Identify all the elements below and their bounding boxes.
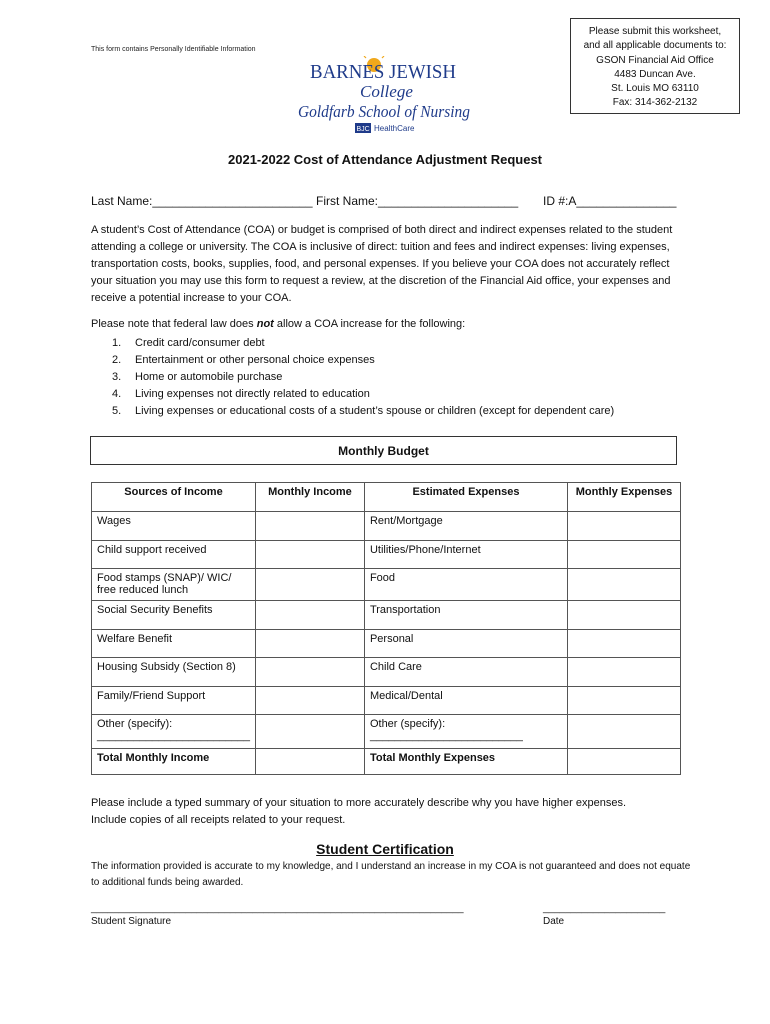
table-row: Social Security Benefits Transportation [92, 601, 681, 630]
total-income-cell[interactable] [255, 749, 364, 775]
expense-amount-cell[interactable] [567, 541, 680, 569]
table-row: Other (specify): _________________________ Other (specify): _________________________ [92, 715, 681, 749]
submission-address-box [570, 18, 740, 114]
svg-text:BJC: BJC [356, 126, 370, 133]
closing-instructions: Please include a typed summary of your situation to more accurately describe why you have higher expenses. Include copies of all receipts related to your request. [91, 797, 627, 826]
table-total-row [92, 749, 681, 775]
expense-amount-cell[interactable] [567, 715, 680, 749]
federal-law-note: Please note that federal law does not allow a COA increase for the following: [91, 318, 466, 330]
table-row: Food stamps (SNAP)/ WIC/ free reduced lunch Food [92, 569, 681, 601]
page-title: 2021-2022 Cost of Attendance Adjustment Request [228, 152, 542, 167]
income-amount-cell[interactable] [255, 658, 364, 687]
certification-text: The information provided is accurate to my knowledge, and I understand an increase in my COA is not guaranteed and does not equate to additional funds being awarded. [91, 861, 691, 888]
table-row: Welfare Benefit Personal [92, 630, 681, 658]
income-amount-cell[interactable] [255, 687, 364, 715]
college-logo [296, 56, 472, 136]
expense-amount-cell[interactable] [567, 601, 680, 630]
submit-line: and all applicable documents to: [583, 40, 727, 52]
date-field[interactable]: ______________________ [543, 903, 666, 914]
column-header: Monthly Income [255, 483, 364, 512]
submit-line: 4483 Duncan Ave. [614, 68, 696, 80]
first-name-field[interactable]: First Name:_____________________ [316, 194, 519, 208]
total-income-label: Total Monthly Income [92, 749, 256, 775]
column-header: Sources of Income [92, 483, 256, 512]
total-expenses-cell[interactable] [567, 749, 680, 775]
student-id-field[interactable]: ID #:A_______________ [543, 194, 677, 208]
expense-amount-cell[interactable] [567, 630, 680, 658]
intro-paragraph: A student’s Cost of Attendance (COA) or budget is comprised of both direct and indirect expenses related to the student attending a college or university. The COA is inclusive of direct: tuition and fees and indirect expenses: living expenses, transportation costs, books, supplies, food, and personal expenses. If you believe your COA does not accurately reflect your situation you may use this form to request a review, at the discretion of the Financial Aid office, your expenses and receive a potential increase to your COA. [91, 224, 673, 304]
signature-field[interactable]: ___________________________________________________________________ [91, 903, 464, 914]
list-item: 5. Living expenses or educational costs of a student’s spouse or children (except for dependent care) [112, 405, 615, 417]
column-header: Monthly Expenses [567, 483, 680, 512]
logo-line3: Goldfarb School of Nursing [298, 102, 470, 121]
emphasis-not: not [256, 318, 274, 330]
expense-amount-cell[interactable] [567, 569, 680, 601]
income-amount-cell[interactable] [255, 569, 364, 601]
logo-line1: BARNES JEWISH [310, 61, 456, 83]
logo-healthcare: HealthCare [374, 124, 415, 133]
table-row: Wages Rent/Mortgage [92, 512, 681, 541]
pii-notice: This form contains Personally Identifiable Information [91, 46, 256, 53]
list-item: 4. Living expenses not directly related to education [112, 388, 370, 400]
total-expenses-label: Total Monthly Expenses [364, 749, 567, 775]
monthly-budget-heading: Monthly Budget [90, 436, 677, 465]
last-name-field[interactable]: Last Name:________________________ [91, 194, 313, 208]
income-amount-cell[interactable] [255, 715, 364, 749]
date-label: Date [543, 916, 565, 927]
budget-table [91, 482, 681, 775]
list-item: 1. Credit card/consumer debt [112, 337, 265, 349]
table-row: Child support received Utilities/Phone/Internet [92, 541, 681, 569]
exclusion-list [112, 335, 614, 420]
signature-label: Student Signature [91, 916, 172, 927]
certification-title: Student Certification [316, 841, 454, 857]
submit-line: Fax: 314-362-2132 [612, 97, 698, 109]
table-row: Housing Subsidy (Section 8) Child Care [92, 658, 681, 687]
table-header-row [92, 483, 681, 512]
income-amount-cell[interactable] [255, 512, 364, 541]
income-amount-cell[interactable] [255, 601, 364, 630]
expense-amount-cell[interactable] [567, 512, 680, 541]
submit-line: Please submit this worksheet, [588, 26, 722, 37]
expense-amount-cell[interactable] [567, 658, 680, 687]
income-amount-cell[interactable] [255, 541, 364, 569]
column-header: Estimated Expenses [364, 483, 567, 512]
logo-line2: College [360, 82, 413, 101]
submit-line: St. Louis MO 63110 [611, 83, 699, 95]
income-amount-cell[interactable] [255, 630, 364, 658]
submit-line: GSON Financial Aid Office [596, 54, 714, 66]
list-item: 2. Entertainment or other personal choice expenses [112, 354, 375, 366]
table-row: Family/Friend Support Medical/Dental [92, 687, 681, 715]
expense-amount-cell[interactable] [567, 687, 680, 715]
list-item: 3. Home or automobile purchase [112, 371, 283, 383]
